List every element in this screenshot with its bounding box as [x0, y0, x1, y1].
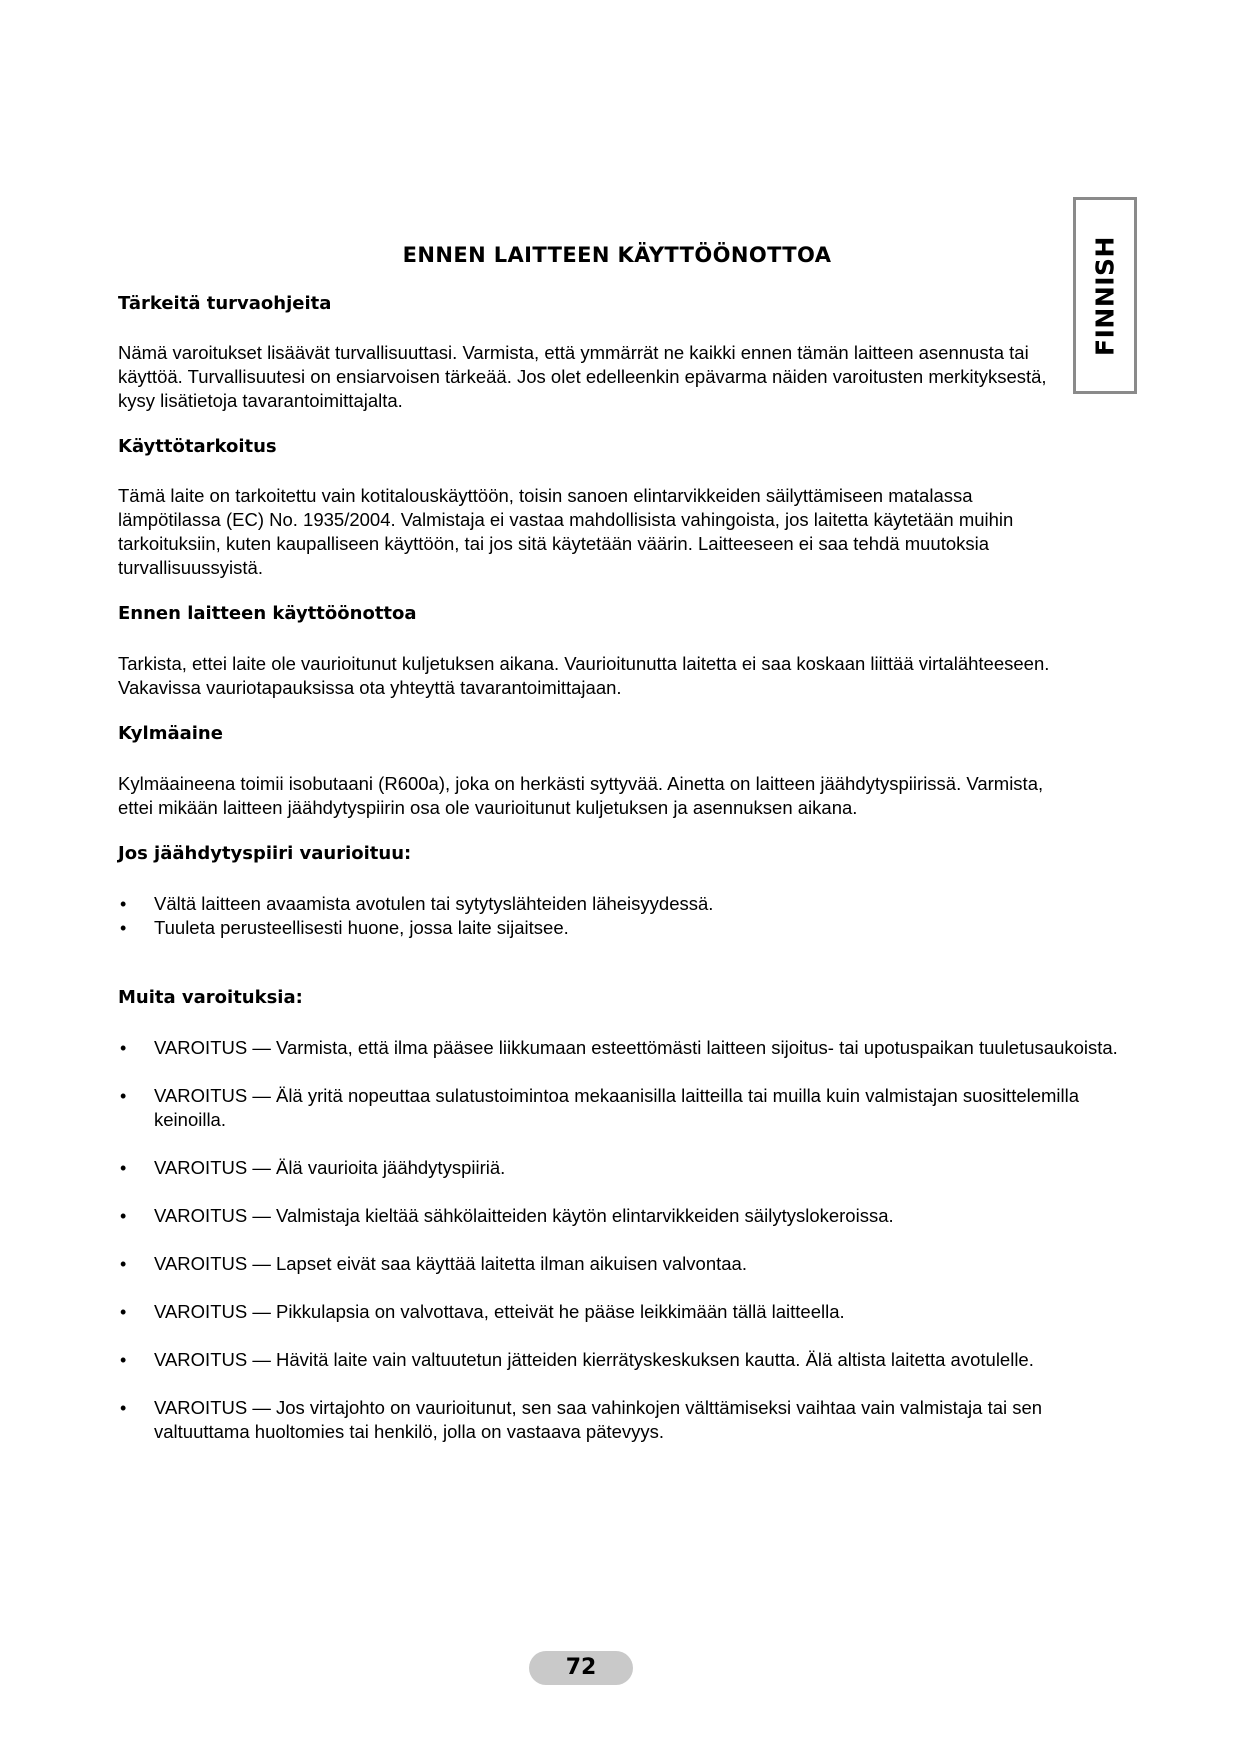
- section-heading-purpose: Käyttötarkoitus: [118, 436, 277, 457]
- list-item: • VAROITUS — Varmista, että ilma pääsee liikkumaan esteettömästi laitteen sijoitus- tai upotuspaikan tuuletusaukoista.: [120, 1037, 1118, 1058]
- section-heading-before-use: Ennen laitteen käyttöönottoa: [118, 603, 417, 624]
- section-heading-safety: Tärkeitä turvaohjeita: [118, 293, 332, 314]
- section-heading-damage: Jos jäähdytyspiiri vaurioituu:: [118, 843, 412, 864]
- page-title: ENNEN LAITTEEN KÄYTTÖÖNOTTOA: [402, 243, 832, 267]
- section-text-purpose: Tämä laite on tarkoitettu vain kotitalouskäyttöön, toisin sanoen elintarvikkeiden säilyttämiseen matalassa lämpötilassa (EC) No. 1935/2004. Valmistaja ei vastaa mahdollisista vahingoista, jos laitetta käytetään muihin tarkoituksiin, kuten kaupalliseen käyttöön, tai jos sitä käytetään väärin. Laitteeseen ei saa tehdä muutoksia turvallisuussyistä.: [118, 485, 1014, 578]
- list-item: • VAROITUS — Lapset eivät saa käyttää laitetta ilman aikuisen valvontaa.: [120, 1253, 747, 1274]
- list-item: • VAROITUS — Jos virtajohto on vaurioitunut, sen saa vahinkojen välttämiseksi vaihtaa vain valmistaja tai sen valtuuttama huoltomies tai henkilö, jolla on vastaava pätevyys.: [120, 1397, 1043, 1442]
- bullet-icon: •: [120, 1158, 127, 1178]
- section-heading-refrigerant: Kylmäaine: [118, 723, 223, 744]
- list-item: • VAROITUS — Älä vaurioita jäähdytyspiiriä.: [120, 1157, 506, 1178]
- list-item: • Tuuleta perusteellisesti huone, jossa laite sijaitsee.: [120, 917, 569, 938]
- list-item: • VAROITUS — Pikkulapsia on valvottava, etteivät he pääse leikkimään tällä laitteella.: [120, 1301, 845, 1322]
- language-tab: [1073, 197, 1137, 394]
- bullet-icon: •: [120, 1302, 127, 1322]
- language-tab-label: FINNISH: [1090, 235, 1120, 356]
- bullet-icon: •: [120, 1086, 127, 1106]
- bullet-icon: •: [120, 1398, 127, 1418]
- list-item: • Vältä laitteen avaamista avotulen tai sytytyslähteiden läheisyydessä.: [120, 893, 714, 914]
- section-text-refrigerant: Kylmäaineena toimii isobutaani (R600a), joka on herkästi syttyvää. Ainetta on laitteen jäähdytyspiirissä. Varmista, ettei mikään laitteen jäähdytyspiirin osa ole vaurioitunut kuljetuksen ja asennuksen aikana.: [118, 773, 1044, 818]
- list-item: • VAROITUS — Valmistaja kieltää sähkölaitteiden käytön elintarvikkeiden säilytyslokeroissa.: [120, 1205, 894, 1226]
- list-item: • VAROITUS — Älä yritä nopeuttaa sulatustoimintoa mekaanisilla laitteilla tai muilla kuin valmistajan suosittelemilla keinoilla.: [120, 1085, 1080, 1130]
- bullet-icon: •: [120, 1254, 127, 1274]
- section-heading-warnings: Muita varoituksia:: [118, 987, 303, 1008]
- bullet-icon: •: [120, 918, 127, 938]
- section-text-before-use: Tarkista, ettei laite ole vaurioitunut kuljetuksen aikana. Vaurioitunutta laitetta ei saa koskaan liittää virtalähteeseen. Vakavissa vauriotapauksissa ota yhteyttä tavarantoimittajaan.: [118, 653, 1050, 698]
- section-text-safety: Nämä varoitukset lisäävät turvallisuuttasi. Varmista, että ymmärrät ne kaikki ennen tämän laitteen asennusta tai käyttöä. Turvallisuutesi on ensiarvoisen tärkeää. Jos olet edelleenkin epävarma näiden varoitusten merkityksestä, kysy lisätietoja tavarantoimittajalta.: [118, 342, 1047, 411]
- damage-list: [118, 892, 1118, 940]
- warnings-list: [118, 1036, 1118, 1468]
- bullet-icon: •: [120, 1350, 127, 1370]
- bullet-icon: •: [120, 894, 127, 914]
- bullet-icon: •: [120, 1038, 127, 1058]
- list-item: • VAROITUS — Hävitä laite vain valtuutetun jätteiden kierrätyskeskuksen kautta. Älä altista laitetta avotulelle.: [120, 1349, 1034, 1370]
- bullet-icon: •: [120, 1206, 127, 1226]
- page-number: 72: [529, 1651, 633, 1685]
